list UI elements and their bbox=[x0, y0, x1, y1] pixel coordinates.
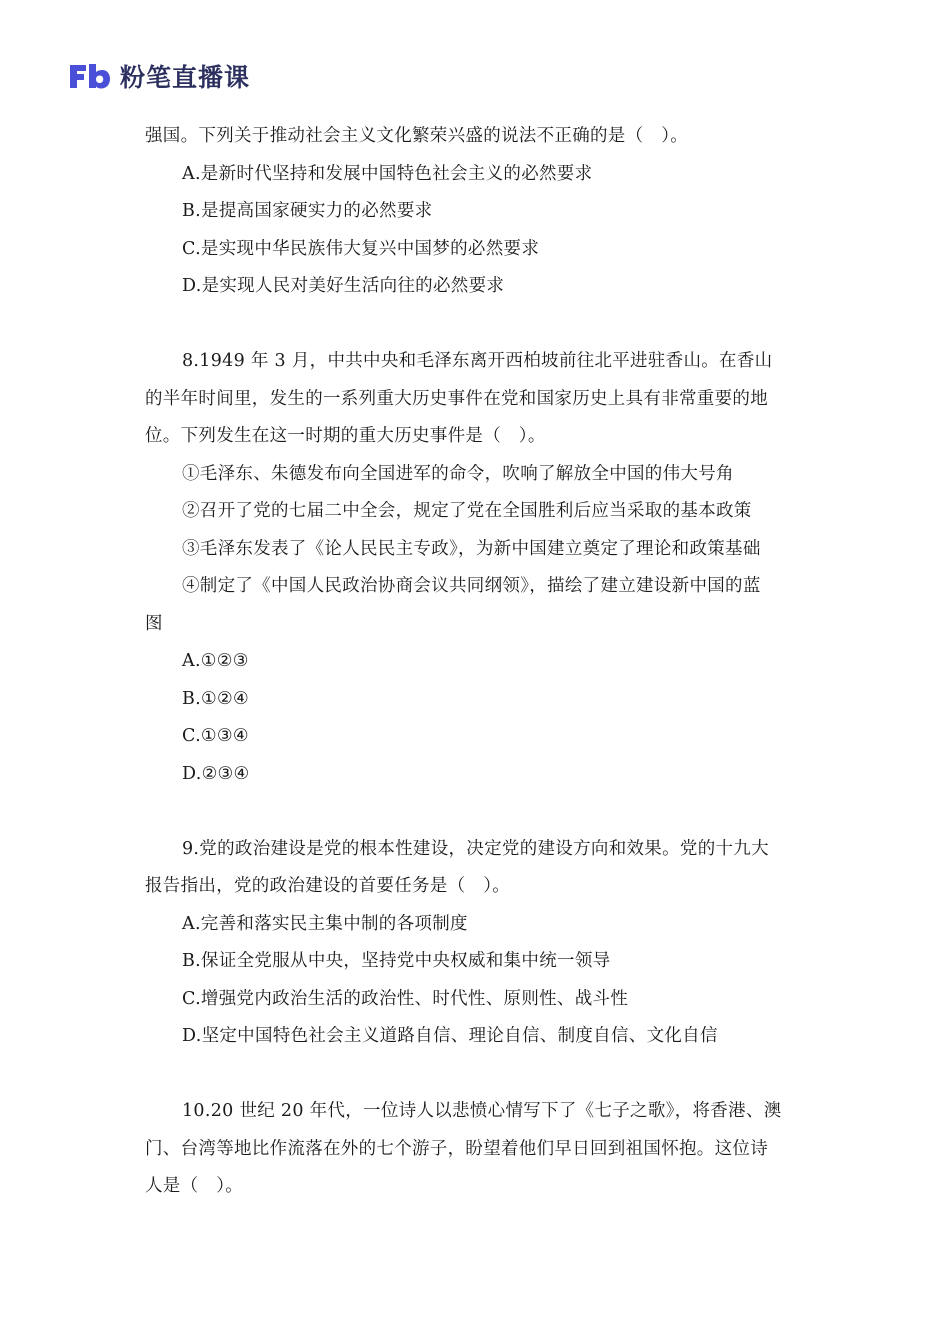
q9-stem-line-1: 9.党的政治建设是党的根本性建设，决定党的建设方向和效果。党的十九大 bbox=[182, 838, 769, 859]
q9-option-c: C.增强党内政治生活的政治性、时代性、原则性、战斗性 bbox=[182, 988, 629, 1009]
q10-stem-line-3: 人是（ ）。 bbox=[145, 1176, 244, 1196]
brand-name: 粉笔直播课 bbox=[120, 63, 251, 92]
q7-option-b: B.是提高国家硬实力的必然要求 bbox=[182, 201, 433, 221]
q8-item-1: ①毛泽东、朱德发布向全国进军的命令，吹响了解放全中国的伟大号角 bbox=[182, 463, 734, 484]
q10-stem-line-2: 门、台湾等地比作流落在外的七个游子，盼望着他们早日回到祖国怀抱。这位诗 bbox=[145, 1138, 768, 1159]
q7-option-a: A.是新时代坚持和发展中国特色社会主义的必然要求 bbox=[182, 163, 593, 184]
q8-item-4-cont: 图 bbox=[145, 613, 163, 634]
q8-option-b: B.①②④ bbox=[182, 688, 249, 709]
fb-logo-icon bbox=[68, 61, 112, 91]
spacer bbox=[145, 1056, 810, 1094]
q8-stem-line-3: 位。下列发生在这一时期的重大历史事件是（ ）。 bbox=[145, 426, 546, 446]
q7-stem-tail: 强国。下列关于推动社会主义文化繁荣兴盛的说法不正确的是（ ）。 bbox=[145, 126, 689, 146]
spacer bbox=[145, 306, 810, 344]
q7-option-d: D.是实现人民对美好生活向往的必然要求 bbox=[182, 276, 505, 296]
q8-option-c: C.①③④ bbox=[182, 726, 249, 746]
header bbox=[68, 58, 250, 94]
q8-stem-line-2: 的半年时间里，发生的一系列重大历史事件在党和国家历史上具有非常重要的地 bbox=[145, 388, 768, 409]
exam-content bbox=[145, 118, 810, 1206]
q8-option-a: A.①②③ bbox=[182, 651, 249, 671]
q7-option-c: C.是实现中华民族伟大复兴中国梦的必然要求 bbox=[182, 238, 540, 259]
q9-stem-line-2: 报告指出，党的政治建设的首要任务是（ ）。 bbox=[145, 876, 511, 896]
q8-option-d: D.②③④ bbox=[182, 763, 250, 784]
q9-option-b: B.保证全党服从中央，坚持党中央权威和集中统一领导 bbox=[182, 951, 611, 971]
q9-option-a: A.完善和落实民主集中制的各项制度 bbox=[182, 913, 468, 934]
q8-stem-line-1: 8.1949 年 3 月，中共中央和毛泽东离开西柏坡前往北平进驻香山。在香山 bbox=[182, 351, 773, 371]
q8-item-3: ③毛泽东发表了《论人民民主专政》，为新中国建立奠定了理论和政策基础 bbox=[182, 538, 761, 559]
q8-item-4: ④制定了《中国人民政治协商会议共同纲领》，描绘了建立建设新中国的蓝 bbox=[182, 576, 761, 596]
q9-option-d: D.坚定中国特色社会主义道路自信、理论自信、制度自信、文化自信 bbox=[182, 1026, 718, 1046]
q10-stem-line-1: 10.20 世纪 20 年代，一位诗人以悲愤心情写下了《七子之歌》，将香港、澳 bbox=[182, 1101, 782, 1121]
q8-item-2: ②召开了党的七届二中全会，规定了党在全国胜利后应当采取的基本政策 bbox=[182, 501, 752, 521]
spacer bbox=[145, 793, 810, 831]
